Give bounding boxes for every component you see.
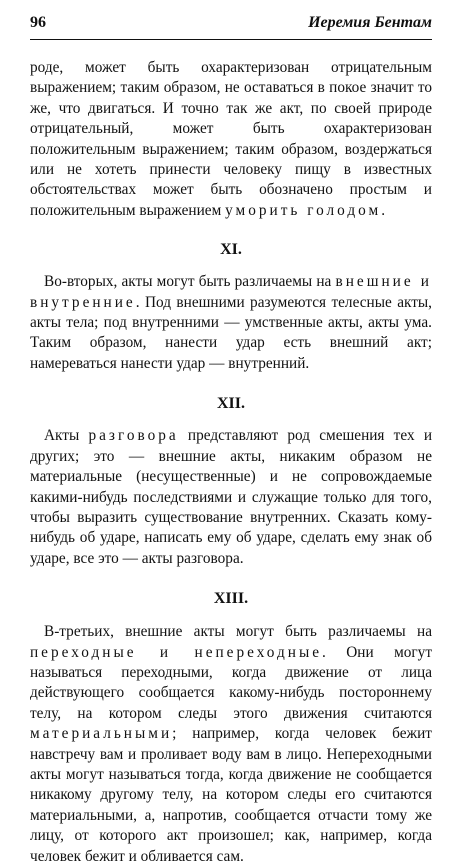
section-heading-xii: XII. [216, 395, 245, 413]
spaced-emphasis: материальными [30, 725, 173, 743]
paragraph-continued [30, 58, 432, 221]
spaced-emphasis: разговора [88, 427, 179, 445]
paragraph-text-after: представляют род смешения тех и других; это — внешние акты, никаким образом не материальные (несущественные) и не сопровождаемые какими-нибудь последствиями и служащие только для того, чтобы выразить существование внутренних. Сказать кому-нибудь об ударе, написать ему об ударе, сделать ему знак об ударе, все это — акты разговора. [30, 427, 433, 567]
paragraph-end: . [381, 201, 386, 219]
running-title: Иеремия Бентам [308, 14, 432, 31]
paragraph-text-after: . Под внешними разумеются телесные акты, акты тела; под внутренними — умственные акты, акты ума. Таким образом, нанести удар есть внешний акт; намереваться нанести удар — внутренний. [30, 293, 432, 372]
spaced-emphasis: переходные и непереходные [30, 643, 323, 661]
paragraph-text-before: В-третьих, внешние акты могут быть различаемы на [44, 623, 432, 641]
paragraph-text: роде, может быть охарактеризован отрицательным выражением; таким образом, не оставаться в покое значит то же, что двигаться. И точно так же акт, по своей природе отрицательный, может быть охарактеризован положительным выражением; таким образом, воздержаться или не хотеть принести человеку пищу в известных обстоятельствах может быть обозначено простым и положительным выражением [30, 59, 432, 219]
section-heading-xi: XI. [220, 241, 242, 259]
section-xiii-paragraph [30, 622, 432, 867]
spaced-emphasis: уморить голодом [225, 201, 382, 219]
section-xii-paragraph [30, 426, 432, 569]
section-xi-paragraph [30, 272, 432, 374]
spaced-emphasis: внешние и внутренние [30, 273, 432, 311]
header-rule [30, 39, 432, 40]
section-heading-xiii: XIII. [213, 590, 249, 608]
paragraph-text-middle: . Они могут называться переходными, когда движение от лица действующего сообщается какому-нибудь постороннему телу, на котором следы этого движения считаются [30, 643, 432, 722]
page-number: 96 [30, 14, 46, 31]
body-text [30, 58, 432, 867]
paragraph-text-before: Акты [44, 427, 80, 445]
paragraph-text-before: Во-вторых, акты могут быть различаемы на [44, 273, 332, 291]
paragraph-text-after: ; например, когда человек бежит навстречу вам и проливает воду вам в лицо. Непереходными акты могут называться тогда, когда движение не сообщается никакому другому телу, на котором следы его считаются материальными, а, напротив, сообщается отчасти тому же лицу, от которого акт произошел; как, например, когда человек бежит и обливается сам. [30, 725, 432, 865]
running-head [30, 14, 432, 36]
